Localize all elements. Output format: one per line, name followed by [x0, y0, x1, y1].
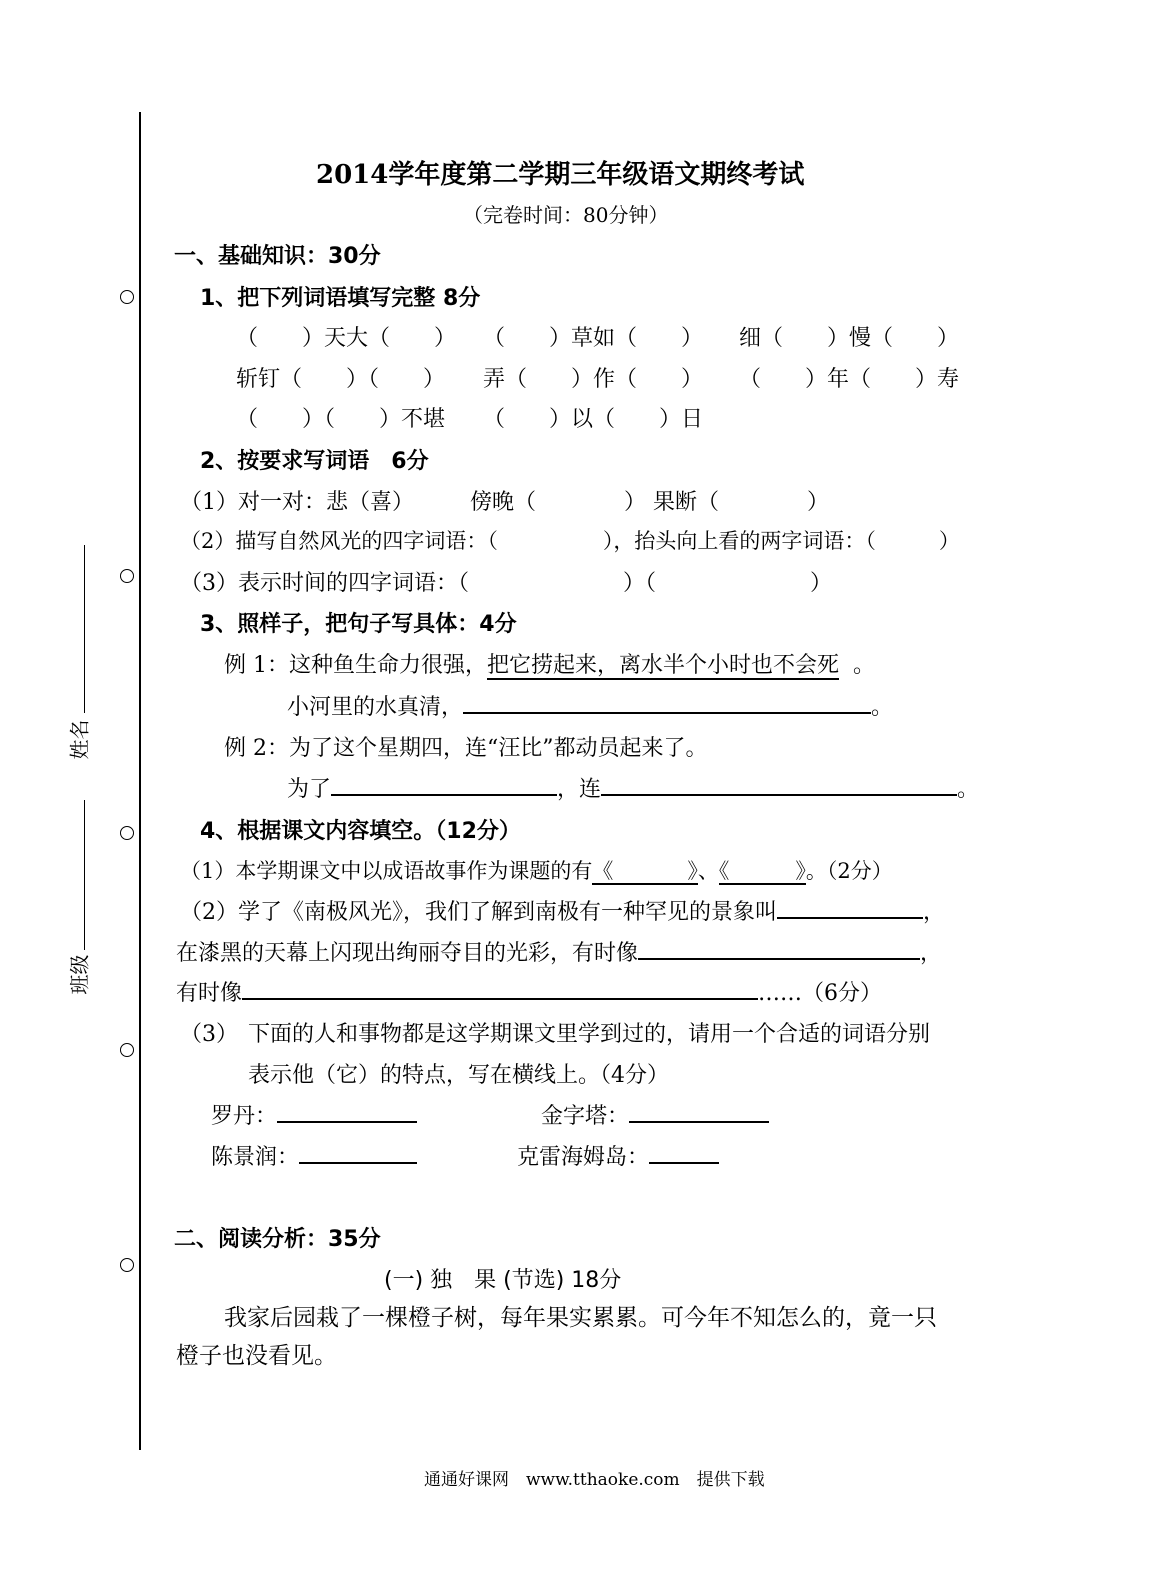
q4-item-label: 陈景润： [211, 1145, 300, 1170]
q4-s1-sep: 、 [697, 859, 719, 883]
q4-item-label: 金字塔： [541, 1104, 630, 1129]
answer-blank[interactable] [592, 859, 698, 885]
book-open-mark: 《 [592, 859, 614, 883]
q3-example-1 [224, 648, 875, 679]
name-blank[interactable] [84, 545, 85, 713]
answer-blank[interactable] [649, 1140, 719, 1164]
q3-task2-end: 。 [957, 777, 980, 802]
q3-task-2 [287, 772, 979, 803]
q3-example-2: 例 2：为了这个星期四，连“汪比”都动员起来了。 [224, 736, 708, 761]
q4-sentence-2-line-3 [176, 976, 882, 1007]
q1-heading: 1、把下列词语填写完整 8分 [200, 286, 481, 311]
q3-task1-end: 。 [871, 695, 894, 720]
q4-s2-end: ， [923, 900, 946, 925]
q4-item-row [211, 1140, 417, 1171]
book-close-mark: 》 [687, 859, 698, 883]
section-2-heading: 二、阅读分析：35分 [174, 1227, 381, 1252]
q4-s3-number: （3） [180, 1022, 238, 1047]
footer-source: 通通好课网 www.tthaoke.com 提供下载 [424, 1470, 765, 1490]
q4-s3-line-1: 下面的人和事物都是这学期课文里学到过的，请用一个合适的词语分别 [248, 1022, 931, 1047]
answer-blank[interactable] [777, 895, 923, 919]
book-open-mark: 《 [718, 859, 730, 883]
q4-item-row [541, 1099, 769, 1130]
answer-blank[interactable] [331, 772, 557, 796]
q4-s3-line-2: 表示他（它）的特点，写在横线上。（4分） [248, 1063, 669, 1088]
passage-line: 我家后园栽了一棵橙子树，每年果实累累。可今年不知怎么的，竟一只 [224, 1305, 937, 1331]
answer-blank[interactable] [629, 1099, 769, 1123]
q3-heading: 3、照样子，把句子写具体：4分 [200, 612, 517, 637]
q4-s2-end: ……（6分） [758, 981, 883, 1006]
binding-margin-line [139, 112, 141, 1450]
binding-hole [120, 290, 134, 304]
answer-blank[interactable] [719, 859, 806, 885]
binding-hole [120, 569, 134, 583]
q1-item: 细（ ）慢（ ） [739, 326, 960, 351]
q2-heading: 2、按要求写词语 6分 [200, 449, 429, 474]
binding-hole [120, 826, 134, 840]
q4-s1-suffix: 。（2分） [805, 859, 893, 883]
q4-sentence-2-line-2 [176, 936, 942, 967]
page-subtitle: （完卷时间：80分钟） [463, 203, 669, 227]
binding-hole [120, 1258, 134, 1272]
book-close-mark: 》 [795, 859, 806, 883]
q2-line2: （2）描写自然风光的四字词语：（ ），抬头向上看的两字词语：（ ） [180, 529, 960, 553]
q1-item: （ ）天大（ ） [236, 326, 457, 351]
q4-item-row [517, 1140, 719, 1171]
class-label: 班级 [67, 954, 92, 995]
q4-item-label: 罗丹： [211, 1104, 278, 1129]
answer-blank[interactable] [463, 690, 871, 714]
q3-task1-text: 小河里的水真清， [287, 695, 464, 720]
q3-task2-a: 为了 [287, 777, 332, 802]
q4-sentence-1 [180, 855, 893, 885]
name-label: 姓名 [67, 719, 92, 760]
q4-s1-prefix: （1）本学期课文中以成语故事作为课题的有 [180, 859, 593, 883]
q3-ex1-underlined: 把它捞起来，离水半个小时也不会死 [487, 653, 840, 678]
q4-heading: 4、根据课文内容填空。（12分） [200, 819, 521, 844]
passage-line: 橙子也没看见。 [176, 1343, 337, 1369]
answer-blank[interactable] [299, 1140, 417, 1164]
q2-line1-c: 果断（ ） [653, 490, 830, 515]
q3-task-1 [287, 690, 893, 721]
q4-item-row [211, 1099, 417, 1130]
answer-blank[interactable] [638, 936, 920, 960]
answer-blank[interactable] [601, 772, 957, 796]
q4-sentence-2-line-1 [180, 895, 945, 926]
q1-item: 弄（ ）作（ ） [483, 367, 704, 392]
q4-s2-text: 在漆黑的天幕上闪现出绚丽夺目的光彩，有时像 [176, 941, 639, 966]
q1-item: （ ）（ ）不堪 [236, 407, 446, 432]
passage-title: (一) 独 果 (节选) 18分 [384, 1268, 622, 1293]
q4-s2-end: ， [920, 941, 943, 966]
q1-item: （ ）草如（ ） [483, 326, 704, 351]
q2-line3: （3）表示时间的四字词语：（ ）（ ） [180, 571, 832, 596]
q2-line1-a: （1）对一对：悲（喜） [180, 490, 414, 515]
answer-blank[interactable] [277, 1099, 417, 1123]
q1-item: （ ）以（ ）日 [483, 407, 704, 432]
q3-task2-b: ，连 [557, 777, 602, 802]
answer-blank[interactable] [242, 976, 758, 1000]
q4-s2-text: （2）学了《南极风光》，我们了解到南极有一种罕见的景象叫 [180, 900, 777, 925]
page-title: 2014学年度第二学期三年级语文期终考试 [316, 160, 805, 190]
q1-item: （ ）年（ ）寿 [739, 367, 960, 392]
q3-ex1-end: 。 [853, 653, 876, 678]
q2-line1-b: 傍晚（ ） [470, 490, 647, 515]
section-1-heading: 一、基础知识：30分 [174, 244, 381, 269]
q3-ex1-prefix: 例 1：这种鱼生命力很强， [224, 653, 487, 678]
binding-hole [120, 1043, 134, 1057]
q4-s2-text: 有时像 [176, 981, 243, 1006]
class-blank[interactable] [84, 800, 85, 950]
q4-item-label: 克雷海姆岛： [517, 1145, 650, 1170]
q1-item: 斩钉（ ）（ ） [236, 367, 446, 392]
